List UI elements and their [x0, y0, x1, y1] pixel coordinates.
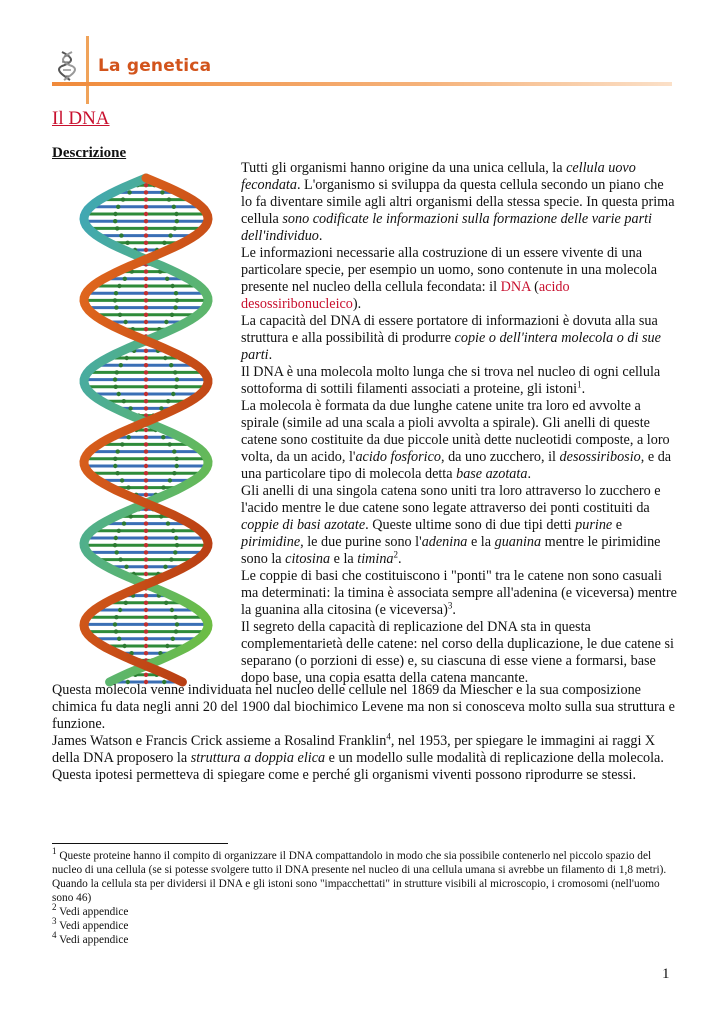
atom-dot: [114, 305, 118, 309]
atom-dot: [127, 190, 131, 194]
atom-dot: [115, 471, 119, 475]
paragraph-bases: Gli anelli di una singola catena sono uniti tra loro attraverso lo zucchero e l'acido mentre le due catene sono legate attraverso dei ponti costituiti da coppie di basi azotate. Queste ultime sono di due tipi detti purine e pirimidine, le due purine sono l'adenina e la guanina mentre le pirimidine sono la citosina e la timina$^2$.: [241, 483, 661, 567]
footnote-1-continued: Quando la cellula sta per dividersi il DNA e gli istoni sono "impacchettati" in strutture visibili al microscopio, i cromosomi (nell'uomo sono 46): [52, 878, 660, 904]
atom-dot: [174, 385, 178, 389]
atom-dot: [164, 320, 168, 324]
atom-dot: [166, 399, 170, 403]
atom-dot: [172, 471, 176, 475]
atom-dot: [144, 615, 148, 619]
atom-dot: [172, 449, 176, 453]
atom-dot: [117, 529, 121, 533]
atom-dot: [165, 644, 169, 648]
atom-dot: [174, 212, 178, 216]
atom-dot: [144, 608, 148, 612]
atom-dot: [144, 298, 148, 302]
atom-dot: [120, 478, 124, 482]
atom-dot: [144, 269, 148, 273]
atom-dot: [163, 565, 167, 569]
atom-dot: [126, 485, 130, 489]
atom-dot: [113, 457, 117, 461]
footnotes: [52, 846, 677, 947]
paragraph-origin: Tutti gli organismi hanno origine da una unica cellula, la cellula uovo fecondata. L'organismo si sviluppa da questa cellula secondo un piano che lo fa diventare simile agli altri organismi della stessa specie. In questa prima cellula sono codificate le informazioni sulla formazione delle varie parti dell'individuo.: [241, 160, 675, 244]
atom-dot: [175, 377, 179, 381]
atom-dot: [113, 219, 117, 223]
atom-dot: [173, 550, 177, 554]
atom-dot: [114, 629, 118, 633]
atom-dot: [125, 241, 129, 245]
paragraph-replication: Il segreto della capacità di replicazione del DNA sta in questa complementarietà delle catene: nel corso della duplicazione, le due catene si separano (o porzioni di esse) e, su ciascuna di esse viene a formarsi, base dopo base, una copia esatta della catena mancante.: [241, 619, 674, 686]
footnote-4: $^4$ Vedi appendice: [52, 930, 129, 946]
atom-dot: [115, 226, 119, 230]
atom-dot: [144, 233, 148, 237]
atom-dot: [174, 629, 178, 633]
atom-dot: [175, 543, 179, 547]
atom-dot: [144, 205, 148, 209]
atom-dot: [144, 442, 148, 446]
atom-dot: [171, 392, 175, 396]
footnote-separator: [52, 843, 228, 844]
atom-dot: [116, 449, 120, 453]
atom-dot: [144, 190, 148, 194]
atom-dot: [144, 219, 148, 223]
footnote-3: $^3$ Vedi appendice: [52, 916, 129, 932]
atom-dot: [167, 197, 171, 201]
atom-dot: [169, 557, 173, 561]
atom-dot: [168, 478, 172, 482]
atom-dot: [144, 183, 148, 187]
atom-dot: [160, 190, 164, 194]
atom-dot: [169, 363, 173, 367]
atom-dot: [123, 320, 127, 324]
document-header: [0, 0, 725, 110]
atom-dot: [172, 205, 176, 209]
atom-dot: [144, 313, 148, 317]
atom-dot: [144, 593, 148, 597]
atom-dot: [144, 406, 148, 410]
header-vertical-rule: [86, 36, 89, 104]
atom-dot: [144, 543, 148, 547]
atom-dot: [144, 363, 148, 367]
atom-dot: [144, 536, 148, 540]
atom-dot: [144, 284, 148, 288]
atom-dot: [173, 226, 177, 230]
atom-dot: [124, 565, 128, 569]
atom-dot: [118, 608, 122, 612]
atom-dot: [144, 305, 148, 309]
atom-dot: [174, 536, 178, 540]
dna-logo-icon: [56, 50, 80, 82]
atom-dot: [170, 313, 174, 317]
atom-dot: [118, 557, 122, 561]
atom-dot: [144, 637, 148, 641]
atom-dot: [144, 622, 148, 626]
atom-dot: [144, 485, 148, 489]
atom-dot: [113, 298, 117, 302]
dna-double-helix-image: [60, 170, 232, 692]
atom-dot: [144, 644, 148, 648]
atom-dot: [144, 478, 148, 482]
atom-dot: [113, 543, 117, 547]
atom-dot: [144, 277, 148, 281]
atom-dot: [114, 536, 118, 540]
atom-dot: [175, 622, 179, 626]
paragraph-watson-crick: James Watson e Francis Crick assieme a Rosalind Franklin$^4$, nel 1953, per spiegare le immagini ai raggi X della DNA proposero la struttura a doppia elica e un modello sulle modalità di replicazione della molecola. Questa ipotesi permetteva di spiegare come e perché gli organismi viventi possono riprodurre se stessi.: [52, 731, 664, 783]
atom-dot: [117, 284, 121, 288]
atom-dot: [175, 464, 179, 468]
atom-dot: [117, 392, 121, 396]
atom-dot: [166, 521, 170, 525]
atom-dot: [144, 629, 148, 633]
atom-dot: [171, 529, 175, 533]
atom-dot: [168, 442, 172, 446]
page-number: 1: [662, 966, 670, 982]
atom-dot: [113, 464, 117, 468]
atom-dot: [119, 363, 123, 367]
atom-dot: [122, 644, 126, 648]
atom-dot: [117, 637, 121, 641]
paragraph-information: Le informazioni necessarie alla costruzione di un essere vivente di una particolare specie, per esempio un uomo, sono contenute in una molecola presente nel nucleo della cellula fecondata: il DNA (acido desossiribonucleico).: [241, 245, 658, 312]
atom-dot: [144, 521, 148, 525]
atom-dot: [175, 298, 179, 302]
atom-dot: [144, 399, 148, 403]
atom-dot: [124, 601, 128, 605]
atom-dot: [113, 377, 117, 381]
footnote-1: $^1$ Queste proteine hanno il compito di organizzare il DNA compattandolo in modo che sia possibile contenerlo nel piccolo spazio del nucleo di una cellula (se si potesse svolgere tutto il DNA presente nel nucleo di una cellula umana si avrebbe un filamento di 1,8 metri).: [52, 846, 667, 876]
atom-dot: [164, 601, 168, 605]
atom-dot: [144, 349, 148, 353]
footnote-2: $^2$ Vedi appendice: [52, 902, 129, 918]
atom-dot: [144, 572, 148, 576]
atom-dot: [144, 327, 148, 331]
atom-dot: [144, 601, 148, 605]
atom-dot: [161, 435, 165, 439]
atom-dot: [144, 385, 148, 389]
atom-dot: [144, 557, 148, 561]
atom-dot: [173, 615, 177, 619]
atom-dot: [165, 277, 169, 281]
atom-dot: [115, 370, 119, 374]
atom-dot: [144, 392, 148, 396]
atom-dot: [144, 651, 148, 655]
header-horizontal-rule: [52, 82, 672, 86]
atom-dot: [144, 514, 148, 518]
atom-dot: [113, 622, 117, 626]
page-title: Il DNA: [52, 108, 110, 129]
atom-dot: [170, 284, 174, 288]
atom-dot: [144, 464, 148, 468]
atom-dot: [118, 313, 122, 317]
atom-dot: [168, 233, 172, 237]
atom-dot: [173, 305, 177, 309]
atom-dot: [144, 449, 148, 453]
atom-dot: [175, 219, 179, 223]
paragraph-pairing: Le coppie di basi che costituiscono i "ponti" tra le catene non sono casuali ma determinati: la timina è associata sempre all'adenina (e viceversa) mentre la guanina alla citosina (e viceversa)$^3$.: [241, 568, 677, 618]
atom-dot: [127, 435, 131, 439]
atom-dot: [144, 435, 148, 439]
atom-dot: [144, 356, 148, 360]
atom-dot: [170, 608, 174, 612]
atom-dot: [144, 428, 148, 432]
atom-dot: [173, 370, 177, 374]
atom-dot: [144, 197, 148, 201]
atom-dot: [174, 291, 178, 295]
atom-dot: [144, 377, 148, 381]
body-text-full-width: [52, 682, 677, 784]
atom-dot: [144, 248, 148, 252]
atom-dot: [144, 471, 148, 475]
atom-dot: [114, 615, 118, 619]
atom-dot: [120, 442, 124, 446]
atom-dot: [121, 197, 125, 201]
atom-dot: [162, 241, 166, 245]
paragraph-capacity: La capacità del DNA di essere portatore di informazioni è dovuta alla sua struttura e alla possibilità di produrre copie o dell'intera molecola o di sue parti.: [241, 313, 661, 363]
atom-dot: [144, 565, 148, 569]
header-title: La genetica: [98, 56, 212, 76]
atom-dot: [163, 356, 167, 360]
atom-dot: [123, 277, 127, 281]
paragraph-history: Questa molecola venne individuata nel nucleo delle cellule nel 1869 da Miescher e la sua composizione chimica fu data negli anni 20 del 1900 dal biochimico Levene ma non si conosceva molto sulla sua struttura e funzione.: [52, 682, 675, 732]
atom-dot: [144, 226, 148, 230]
atom-dot: [115, 550, 119, 554]
atom-dot: [161, 485, 165, 489]
paragraph-histones: Il DNA è una molecola molto lunga che si trova nel nucleo di ogni cellula sottoforma di sottili filamenti associati a proteine, gli istoni$^1$.: [241, 364, 661, 397]
atom-dot: [171, 637, 175, 641]
atom-dot: [144, 212, 148, 216]
atom-dot: [122, 399, 126, 403]
atom-dot: [144, 291, 148, 295]
paragraph-structure: La molecola è formata da due lunghe catene unite tra loro ed avvolte a spirale (simile ad una scala a pioli avvolta a spirale). Gli anelli di queste catene sono costituite da due piccole unità dette nucleotidi composte, a loro volta, da un acido, l'acido fosforico, da uno zucchero, il desossiribosio, e da una particolare tipo di molecola detta base azotata.: [241, 398, 672, 482]
atom-dot: [175, 457, 179, 461]
atom-dot: [119, 233, 123, 237]
atom-dot: [122, 521, 126, 525]
atom-dot: [144, 529, 148, 533]
atom-dot: [144, 241, 148, 245]
section-title: Descrizione: [52, 145, 127, 161]
atom-dot: [144, 673, 148, 677]
atom-dot: [114, 291, 118, 295]
atom-dot: [144, 550, 148, 554]
atom-dot: [114, 385, 118, 389]
atom-dot: [144, 493, 148, 497]
atom-dot: [144, 320, 148, 324]
body-text-column: [241, 160, 677, 687]
atom-dot: [116, 205, 120, 209]
atom-dot: [125, 356, 129, 360]
atom-dot: [144, 370, 148, 374]
atom-dot: [113, 212, 117, 216]
atom-dot: [144, 457, 148, 461]
